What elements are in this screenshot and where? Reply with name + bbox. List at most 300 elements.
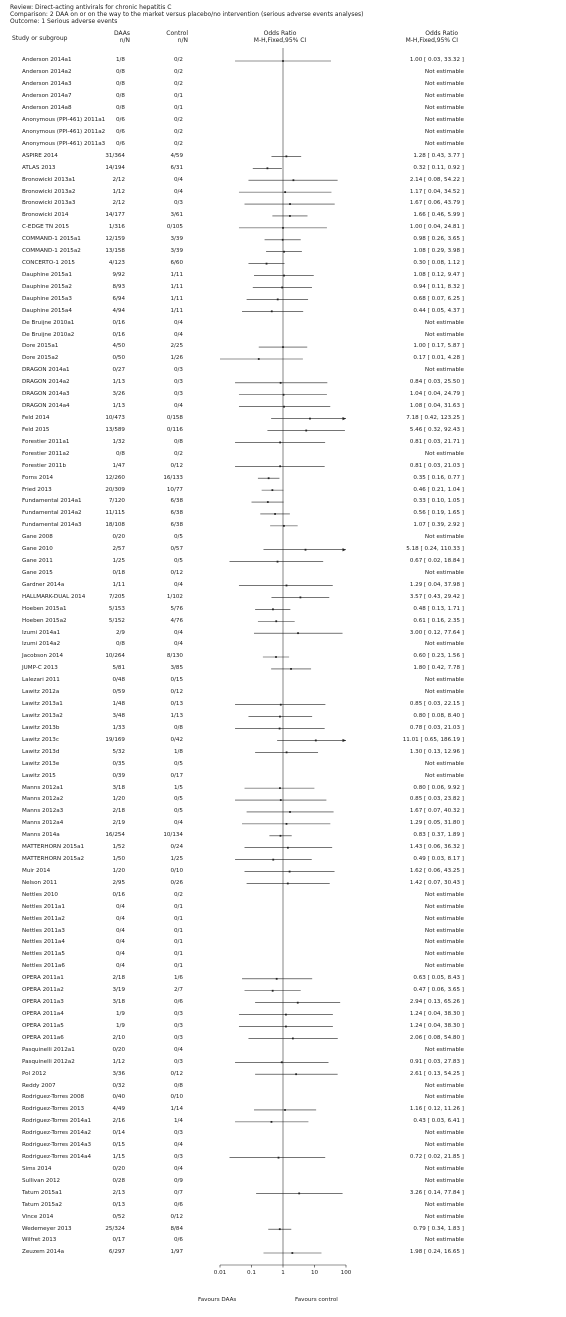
- study-name: Feld 2015: [22, 426, 50, 433]
- point-estimate: [276, 978, 278, 980]
- odds-ratio-text: Not estimable: [424, 641, 464, 648]
- favours-control-label: Favours control: [295, 1297, 338, 1303]
- col-header-study: Study or subgroup: [12, 35, 68, 42]
- study-name: Nettles 2010: [22, 891, 58, 898]
- odds-ratio-text: Not estimable: [424, 1046, 464, 1053]
- daa-events: 3/18: [112, 784, 125, 791]
- daa-events: 0/59: [112, 689, 125, 696]
- point-estimate: [279, 1228, 281, 1230]
- point-estimate: [283, 406, 285, 408]
- point-estimate: [291, 1252, 293, 1254]
- study-name: Dore 2015a1: [22, 343, 59, 350]
- control-events: 1/11: [170, 307, 183, 314]
- odds-ratio-text: 0.98 [ 0.26, 3.65 ]: [413, 236, 464, 243]
- control-events: 0/2: [173, 57, 183, 64]
- control-events: 6/60: [170, 260, 183, 267]
- odds-ratio-text: 1.42 [ 0.07, 30.43 ]: [409, 879, 464, 886]
- point-estimate: [292, 1038, 294, 1040]
- odds-ratio-text: 1.80 [ 0.42, 7.78 ]: [413, 665, 464, 672]
- odds-ratio-text: 1.07 [ 0.39, 2.92 ]: [413, 522, 464, 529]
- control-events: 0/3: [173, 200, 183, 207]
- control-events: 0/12: [170, 569, 183, 576]
- study-name: Manns 2012a2: [22, 796, 64, 803]
- odds-ratio-text: 0.94 [ 0.11, 8.32 ]: [413, 283, 464, 290]
- odds-ratio-text: Not estimable: [424, 903, 464, 910]
- control-events: 0/5: [173, 808, 183, 815]
- control-events: 1/8: [173, 748, 183, 755]
- control-events: 1/97: [170, 1249, 183, 1256]
- daa-events: 19/169: [105, 736, 125, 743]
- daa-events: 0/8: [115, 641, 125, 648]
- odds-ratio-text: Not estimable: [424, 105, 464, 112]
- study-name: Hoeben 2015a2: [22, 617, 67, 624]
- control-events: 4/59: [170, 152, 183, 159]
- odds-ratio-text: Not estimable: [424, 1237, 464, 1244]
- daa-events: 0/48: [112, 677, 125, 684]
- control-events: 0/2: [173, 450, 183, 457]
- control-events: 1/6: [173, 975, 183, 982]
- daa-events: 0/15: [112, 1142, 125, 1149]
- point-estimate: [286, 751, 288, 753]
- study-name: De Bruijne 2010a2: [22, 331, 75, 338]
- study-name: Lawitz 2012a: [22, 689, 60, 696]
- control-events: 0/1: [173, 903, 183, 910]
- odds-ratio-text: 5.46 [ 0.32, 92.43 ]: [409, 426, 464, 433]
- daa-events: 2/18: [112, 975, 125, 982]
- odds-ratio-text: 1.00 [ 0.03, 33.32 ]: [409, 57, 464, 64]
- daa-events: 0/32: [112, 1082, 125, 1089]
- point-estimate: [275, 656, 277, 658]
- control-events: 6/38: [170, 510, 183, 517]
- odds-ratio-text: Not estimable: [424, 1213, 464, 1220]
- control-events: 4/76: [170, 617, 183, 624]
- control-events: 0/15: [170, 677, 183, 684]
- point-estimate: [305, 549, 307, 551]
- study-name: Gane 2008: [22, 534, 53, 541]
- point-estimate: [309, 418, 311, 420]
- point-estimate: [287, 883, 289, 885]
- study-name: Anonymous (PPI-461) 2011a2: [22, 128, 106, 135]
- odds-ratio-text: 0.35 [ 0.16, 0.77 ]: [413, 474, 464, 481]
- odds-ratio-text: 0.78 [ 0.03, 21.03 ]: [409, 724, 464, 731]
- odds-ratio-text: 1.08 [ 0.04, 31.63 ]: [409, 403, 464, 410]
- odds-ratio-text: 0.79 [ 0.34, 1.83 ]: [413, 1225, 464, 1232]
- x-tick-label: 0.01: [213, 1270, 227, 1276]
- daa-events: 1/12: [112, 188, 125, 195]
- study-name: OPERA 2011a6: [22, 1034, 64, 1041]
- odds-ratio-text: 2.94 [ 0.13, 65.26 ]: [409, 999, 464, 1006]
- control-events: 0/4: [173, 1165, 183, 1172]
- odds-ratio-text: 0.80 [ 0.08, 8.40 ]: [413, 713, 464, 719]
- control-events: 0/1: [173, 915, 183, 922]
- point-estimate: [282, 227, 284, 229]
- point-estimate: [266, 263, 268, 265]
- point-estimate: [289, 871, 291, 873]
- odds-ratio-text: 1.08 [ 0.29, 3.98 ]: [413, 248, 464, 255]
- x-tick-label: 1: [281, 1270, 285, 1276]
- point-estimate: [279, 442, 281, 444]
- col-header-or-text: Odds Ratio: [425, 30, 458, 37]
- point-estimate: [272, 990, 274, 992]
- daa-events: 0/6: [115, 140, 125, 147]
- control-events: 1/102: [166, 593, 183, 600]
- odds-ratio-text: 0.43 [ 0.03, 6.41 ]: [413, 1118, 464, 1125]
- odds-ratio-text: Not estimable: [424, 927, 464, 934]
- point-estimate: [282, 60, 284, 62]
- daa-events: 13/589: [105, 426, 125, 433]
- daa-events: 0/4: [115, 951, 125, 958]
- control-events: 0/24: [170, 844, 183, 851]
- point-estimate: [284, 191, 286, 193]
- study-name: DRAGON 2014a2: [22, 379, 70, 386]
- daa-events: 0/4: [115, 927, 125, 934]
- col-header-or-plot-method: M-H,Fixed,95% CI: [253, 37, 307, 44]
- control-events: 2/25: [170, 343, 183, 350]
- study-name: OPERA 2011a4: [22, 1011, 64, 1017]
- control-events: 6/31: [170, 164, 183, 171]
- x-tick-label: 0.1: [247, 1270, 256, 1276]
- odds-ratio-text: 0.83 [ 0.37, 1.89 ]: [413, 832, 464, 839]
- study-name: Tatum 2015a2: [22, 1201, 63, 1208]
- daa-events: 1/8: [115, 57, 125, 64]
- odds-ratio-text: 1.08 [ 0.12, 9.47 ]: [413, 271, 464, 278]
- daa-events: 3/48: [112, 713, 125, 719]
- study-name: Fundamental 2014a2: [22, 510, 82, 517]
- daa-events: 5/152: [108, 617, 125, 624]
- control-events: 0/3: [173, 367, 183, 374]
- odds-ratio-text: 1.24 [ 0.04, 38.30 ]: [409, 1011, 464, 1017]
- daa-events: 5/153: [108, 605, 125, 612]
- control-events: 8/84: [170, 1225, 183, 1232]
- control-events: 0/3: [173, 1011, 183, 1017]
- daa-events: 4/50: [112, 343, 125, 350]
- daa-events: 3/18: [112, 999, 125, 1006]
- daa-events: 1/9: [115, 1022, 125, 1029]
- daa-events: 0/6: [115, 117, 125, 123]
- daa-events: 0/27: [112, 367, 125, 374]
- odds-ratio-text: 0.48 [ 0.13, 1.71 ]: [413, 605, 464, 612]
- odds-ratio-text: 0.49 [ 0.03, 8.17 ]: [413, 856, 464, 863]
- study-name: MATTERHORN 2015a1: [22, 844, 85, 851]
- study-name: Bronowicki 2014: [22, 212, 69, 219]
- odds-ratio-text: 2.14 [ 0.08, 54.22 ]: [409, 176, 464, 183]
- odds-ratio-text: 3.00 [ 0.12, 77.64 ]: [409, 629, 464, 636]
- point-estimate: [287, 847, 289, 849]
- study-name: OPERA 2011a3: [22, 999, 64, 1006]
- study-name: Rodriguez-Torres 2014a4: [22, 1154, 92, 1161]
- control-events: 1/26: [170, 355, 183, 362]
- daa-events: 7/205: [108, 593, 125, 600]
- study-name: Anonymous (PPI-461) 2011a1: [22, 117, 106, 123]
- daa-events: 2/18: [112, 808, 125, 815]
- control-events: 0/2: [173, 128, 183, 135]
- odds-ratio-text: Not estimable: [424, 939, 464, 946]
- study-name: Hoeben 2015a1: [22, 605, 67, 612]
- odds-ratio-text: Not estimable: [424, 689, 464, 696]
- odds-ratio-text: 0.44 [ 0.05, 4.37 ]: [413, 307, 464, 314]
- daa-events: 2/12: [112, 176, 125, 183]
- control-events: 0/9: [173, 1177, 183, 1184]
- control-events: 0/10: [170, 1094, 183, 1101]
- point-estimate: [271, 1121, 273, 1123]
- point-estimate: [267, 167, 269, 169]
- daa-events: 0/13: [112, 1201, 125, 1208]
- odds-ratio-text: Not estimable: [424, 963, 464, 970]
- daa-events: 2/95: [112, 879, 125, 886]
- x-tick-label: 100: [340, 1270, 352, 1276]
- comparison-label: Comparison:: [10, 11, 48, 18]
- odds-ratio-text: 1.24 [ 0.04, 38.30 ]: [409, 1022, 464, 1029]
- odds-ratio-text: Not estimable: [424, 534, 464, 541]
- col-header-daa: DAAs: [113, 30, 130, 37]
- study-name: Vince 2014: [22, 1213, 54, 1220]
- odds-ratio-text: 0.61 [ 0.16, 2.35 ]: [413, 617, 464, 624]
- control-events: 0/4: [173, 1046, 183, 1053]
- control-events: 0/8: [173, 1082, 183, 1089]
- daa-events: 16/254: [105, 832, 125, 839]
- daa-events: 18/108: [105, 522, 125, 529]
- study-name: OPERA 2011a5: [22, 1022, 64, 1029]
- daa-events: 0/4: [115, 963, 125, 970]
- study-name: Rodriguez-Torres 2013: [22, 1106, 85, 1113]
- odds-ratio-text: 1.67 [ 0.07, 40.32 ]: [409, 808, 464, 815]
- control-events: 0/5: [173, 796, 183, 803]
- point-estimate: [282, 346, 284, 348]
- control-events: 0/2: [173, 69, 183, 76]
- control-events: 8/130: [166, 653, 183, 660]
- daa-events: 4/49: [112, 1106, 125, 1113]
- point-estimate: [289, 811, 291, 813]
- daa-events: 6/297: [108, 1249, 125, 1256]
- control-events: 0/1: [173, 951, 183, 958]
- odds-ratio-text: 0.56 [ 0.19, 1.65 ]: [413, 510, 464, 517]
- study-name: Fried 2013: [22, 486, 52, 493]
- study-name: Manns 2012a3: [22, 808, 64, 815]
- control-events: 3/61: [170, 212, 183, 219]
- control-events: 0/4: [173, 319, 183, 326]
- point-estimate: [295, 1073, 297, 1075]
- control-events: 3/39: [170, 236, 183, 243]
- daa-events: 20/309: [105, 486, 125, 493]
- study-name: Dauphine 2015a4: [22, 307, 72, 314]
- study-name: Rodriguez-Torres 2014a3: [22, 1142, 92, 1149]
- odds-ratio-text: 0.67 [ 0.02, 18.84 ]: [409, 558, 464, 565]
- study-name: Nettles 2011a1: [22, 903, 65, 910]
- study-name: Gane 2015: [22, 569, 53, 576]
- col-header-or-plot: Odds Ratio: [263, 30, 297, 37]
- study-name: Lawitz 2013d: [22, 748, 60, 755]
- point-estimate: [298, 1193, 300, 1195]
- study-name: OPERA 2011a2: [22, 987, 64, 994]
- odds-ratio-text: Not estimable: [424, 331, 464, 338]
- study-name: ATLAS 2013: [22, 164, 56, 171]
- daa-events: 14/177: [105, 212, 125, 219]
- ci-arrow: [343, 548, 347, 551]
- odds-ratio-text: 0.80 [ 0.06, 9.92 ]: [413, 784, 464, 791]
- study-name: Dauphine 2015a2: [22, 283, 72, 290]
- study-name: Bronowicki 2013a1: [22, 176, 76, 183]
- control-events: 1/13: [170, 713, 183, 719]
- odds-ratio-text: 0.32 [ 0.11, 0.92 ]: [413, 164, 464, 171]
- odds-ratio-text: Not estimable: [424, 1177, 464, 1184]
- point-estimate: [278, 1157, 280, 1159]
- control-events: 0/4: [173, 820, 183, 827]
- study-name: Nettles 2011a2: [22, 915, 65, 922]
- daa-events: 2/16: [112, 1118, 125, 1125]
- odds-ratio-text: 7.18 [ 0.42, 123.25 ]: [406, 415, 464, 421]
- control-events: 2/7: [173, 987, 183, 994]
- daa-events: 12/159: [105, 236, 125, 243]
- daa-events: 13/158: [105, 248, 125, 255]
- study-name: Anderson 2014a3: [22, 81, 72, 88]
- study-name: Gane 2011: [22, 558, 53, 565]
- study-name: Sims 2014: [22, 1165, 52, 1172]
- control-events: 0/42: [170, 736, 183, 743]
- control-events: 0/4: [173, 1142, 183, 1149]
- odds-ratio-text: 1.00 [ 0.04, 24.81 ]: [409, 224, 464, 231]
- ci-arrow: [343, 739, 347, 742]
- daa-events: 0/28: [112, 1177, 125, 1184]
- control-events: 1/11: [170, 295, 183, 302]
- study-name: Fundamental 2014a3: [22, 522, 82, 529]
- daa-events: 1/50: [112, 856, 125, 863]
- odds-ratio-text: 0.85 [ 0.03, 22.15 ]: [409, 701, 464, 708]
- point-estimate: [283, 251, 285, 253]
- daa-events: 1/15: [112, 1154, 125, 1161]
- control-events: 1/11: [170, 283, 183, 290]
- study-name: Izumi 2014a2: [22, 641, 61, 648]
- daa-events: 1/32: [112, 438, 125, 445]
- daa-events: 10/473: [105, 415, 125, 421]
- daa-events: 0/35: [112, 760, 125, 767]
- odds-ratio-text: 1.43 [ 0.06, 36.32 ]: [409, 844, 464, 851]
- point-estimate: [271, 310, 273, 312]
- study-name: Manns 2014a: [22, 832, 60, 839]
- daa-events: 7/120: [108, 498, 125, 505]
- point-estimate: [279, 787, 281, 789]
- odds-ratio-text: Not estimable: [424, 891, 464, 898]
- odds-ratio-text: 1.30 [ 0.13, 12.96 ]: [409, 748, 464, 755]
- daa-events: 1/25: [112, 558, 125, 565]
- study-name: Forestier 2011b: [22, 462, 67, 469]
- daa-events: 0/8: [115, 93, 125, 100]
- control-events: 0/2: [173, 891, 183, 898]
- study-name: Rodriguez-Torres 2008: [22, 1094, 85, 1101]
- daa-events: 6/94: [112, 295, 125, 302]
- control-events: 0/5: [173, 534, 183, 541]
- study-name: Lawitz 2013a1: [22, 701, 63, 708]
- daa-events: 1/13: [112, 379, 125, 386]
- point-estimate: [258, 358, 260, 360]
- control-events: 0/4: [173, 581, 183, 588]
- study-name: Nettles 2011a6: [22, 963, 65, 970]
- comparison-text: 2 DAA on or on the way to the market versus placebo/no intervention (serious adverse events analyses): [49, 11, 364, 18]
- daa-events: 2/9: [115, 629, 125, 636]
- odds-ratio-text: Not estimable: [424, 450, 464, 457]
- study-name: Nettles 2011a4: [22, 939, 65, 946]
- point-estimate: [268, 477, 270, 479]
- study-name: COMMAND-1 2015a1: [22, 236, 81, 243]
- odds-ratio-text: 5.18 [ 0.24, 110.33 ]: [406, 546, 464, 553]
- daa-events: 5/81: [112, 665, 125, 672]
- control-events: 0/17: [170, 772, 183, 779]
- study-name: Nettles 2011a3: [22, 927, 65, 934]
- study-name: CONCERTO-1 2015: [22, 260, 75, 267]
- daa-events: 2/19: [112, 820, 125, 827]
- control-events: 0/13: [170, 701, 183, 708]
- odds-ratio-text: 1.62 [ 0.06, 43.25 ]: [409, 867, 464, 874]
- odds-ratio-text: 0.84 [ 0.03, 25.50 ]: [409, 379, 464, 386]
- control-events: 0/2: [173, 81, 183, 88]
- study-name: Manns 2012a4: [22, 820, 64, 827]
- control-events: 0/4: [173, 176, 183, 183]
- study-name: Bronowicki 2013a2: [22, 188, 76, 195]
- control-events: 3/85: [170, 665, 183, 672]
- daa-events: 5/32: [112, 748, 125, 755]
- control-events: 16/133: [163, 474, 183, 481]
- daa-events: 1/47: [112, 462, 125, 469]
- odds-ratio-text: 1.98 [ 0.24, 16.65 ]: [409, 1249, 464, 1256]
- control-events: 0/10: [170, 867, 183, 874]
- control-events: 0/1: [173, 105, 183, 112]
- odds-ratio-text: 1.29 [ 0.05, 31.80 ]: [409, 820, 464, 827]
- study-name: De Bruijne 2010a1: [22, 319, 75, 326]
- study-name: Forns 2014: [22, 474, 54, 481]
- daa-events: 0/8: [115, 105, 125, 112]
- odds-ratio-text: 0.63 [ 0.05, 8.43 ]: [413, 975, 464, 982]
- study-name: Wedemeyer 2013: [22, 1225, 72, 1232]
- point-estimate: [289, 215, 291, 217]
- point-estimate: [279, 716, 281, 718]
- review-label: Review:: [10, 4, 34, 11]
- control-events: 1/5: [173, 784, 183, 791]
- daa-events: 2/13: [112, 1189, 125, 1196]
- odds-ratio-text: Not estimable: [424, 1130, 464, 1137]
- control-events: 0/12: [170, 1213, 183, 1220]
- point-estimate: [280, 704, 282, 706]
- study-name: Feld 2014: [22, 415, 50, 421]
- odds-ratio-text: 11.01 [ 0.65, 186.19 ]: [402, 736, 464, 743]
- odds-ratio-text: 0.60 [ 0.23, 1.56 ]: [413, 653, 464, 660]
- daa-events: 2/57: [112, 546, 125, 553]
- odds-ratio-text: 1.28 [ 0.43, 3.77 ]: [413, 152, 464, 159]
- study-name: DRAGON 2014a1: [22, 367, 70, 374]
- point-estimate: [274, 513, 276, 515]
- odds-ratio-text: Not estimable: [424, 128, 464, 135]
- control-events: 0/12: [170, 462, 183, 469]
- control-events: 1/14: [170, 1106, 183, 1113]
- study-name: Reddy 2007: [22, 1082, 56, 1089]
- control-events: 0/5: [173, 558, 183, 565]
- outcome-label: Outcome:: [10, 18, 40, 25]
- daa-events: 11/115: [105, 510, 125, 517]
- control-events: 6/38: [170, 522, 183, 529]
- daa-events: 3/26: [112, 391, 125, 398]
- point-estimate: [279, 728, 281, 730]
- daa-events: 1/33: [112, 724, 125, 731]
- study-name: OPERA 2011a1: [22, 975, 64, 982]
- point-estimate: [281, 287, 283, 289]
- control-events: 0/7: [173, 1189, 183, 1196]
- point-estimate: [280, 835, 282, 837]
- study-name: Rodriguez-Torres 2014a2: [22, 1130, 92, 1137]
- control-events: 0/105: [166, 224, 183, 231]
- daa-events: 4/94: [112, 307, 125, 314]
- control-events: 0/6: [173, 1237, 183, 1244]
- point-estimate: [272, 608, 274, 610]
- odds-ratio-text: Not estimable: [424, 367, 464, 374]
- odds-ratio-text: Not estimable: [424, 69, 464, 76]
